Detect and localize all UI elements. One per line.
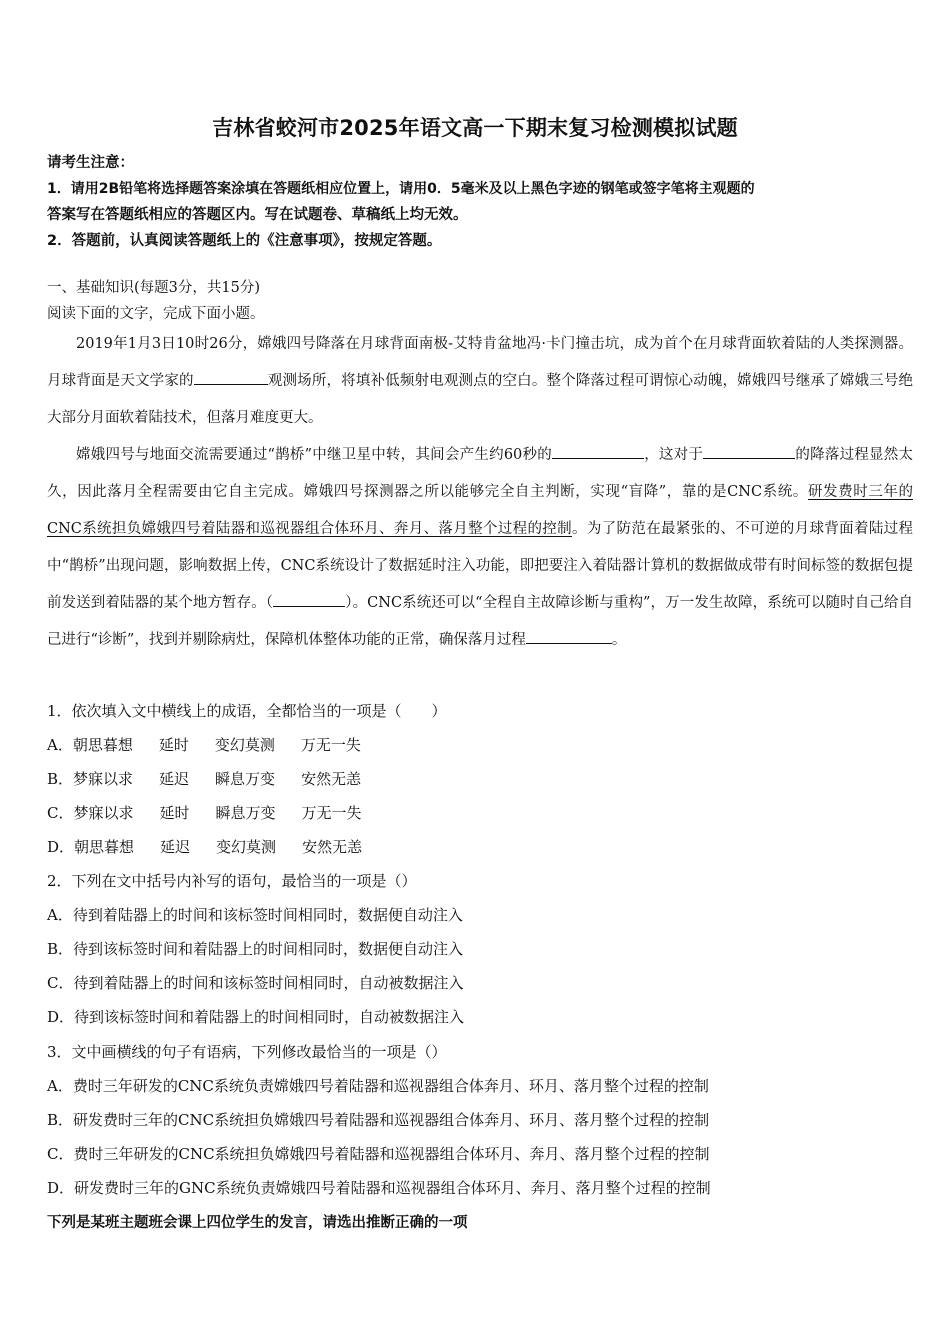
passage-text: 2019年1月3日10时26分，嫦娥四号降落在月球背面南极-艾特肯盆地冯·卡门撞击坑，成为首个在月球背面软着陆的人类探测器。月球背面是天文学家的 bbox=[47, 336, 913, 389]
underlined-sentence: 研发费时三年的CNC系统担负嫦娥四号着陆器和巡视器组合体环月、奔月、落月整个过程的控制 bbox=[47, 484, 914, 537]
question-3-option-b[interactable]: B．研发费时三年的CNC系统担负嫦娥四号着陆器和巡视器组合体奔月、环月、落月整个过程的控制 bbox=[47, 1111, 710, 1129]
option-term: D．朝思暮想 bbox=[47, 838, 135, 856]
question-2-option-d[interactable]: D．待到该标签时间和着陆器上的时间相同时，自动被数据注入 bbox=[47, 1008, 465, 1026]
option-term: B．梦寐以求 bbox=[47, 770, 134, 788]
passage-text: 。 bbox=[611, 632, 627, 648]
option-term: 瞬息万变 bbox=[215, 804, 276, 822]
option-term: 安然无恙 bbox=[302, 838, 363, 856]
passage-text: 嫦娥四号与地面交流需要通过“鹊桥”中继卫星中转，其间会产生约60秒的 bbox=[76, 447, 552, 463]
page-title: 吉林省蛟河市2025年语文高一下期末复习检测模拟试题 bbox=[212, 116, 738, 140]
section-instruction: 阅读下面的文字，完成下面小题。 bbox=[47, 306, 265, 322]
question-2-option-b[interactable]: B．待到该标签时间和着陆器上的时间相同时，数据便自动注入 bbox=[47, 940, 464, 958]
passage-text: 的降落过程显然太久，因此落月全程需要由它自主完成。嫦娥四号探测器之所以能够完全自主判断，实现“盲降”，靠的是CNC系统。 bbox=[47, 447, 914, 500]
fill-blank bbox=[552, 444, 644, 459]
passage-paragraph-2 bbox=[47, 437, 913, 659]
fill-blank bbox=[194, 370, 268, 385]
notice-item-2: 2．答题前，认真阅读答题纸上的《注意事项》，按规定答题。 bbox=[47, 233, 442, 249]
section-heading: 一、基础知识(每题3分，共15分) bbox=[47, 280, 260, 296]
fill-blank bbox=[273, 592, 345, 607]
question-1-option-c[interactable] bbox=[47, 802, 388, 823]
question-3-option-d[interactable]: D．研发费时三年的GNC系统负责嫦娥四号着陆器和巡视器组合体环月、奔月、落月整个过程的控制 bbox=[47, 1179, 711, 1197]
question-1-stem: 1．依次填入文中横线上的成语，全都恰当的一项是（ ） bbox=[47, 702, 447, 720]
fill-blank bbox=[526, 629, 612, 644]
option-term: 延时 bbox=[158, 736, 189, 754]
passage-text: ，这对于 bbox=[643, 447, 704, 463]
option-term: 延时 bbox=[159, 804, 190, 822]
question-1-option-d[interactable] bbox=[47, 836, 388, 857]
question-3-option-c[interactable]: C．费时三年研发的CNC系统担负嫦娥四号着陆器和巡视器组合体环月、奔月、落月整个过程的控制 bbox=[47, 1145, 710, 1163]
question-3-stem: 3．文中画横线的句子有语病，下列修改最恰当的一项是（） bbox=[47, 1043, 447, 1061]
option-term: 变幻莫测 bbox=[216, 838, 277, 856]
passage-text: ）。CNC系统还可以“全程自主故障诊断与重构”，万一发生故障，系统可以随时自己给自己进行“诊断”，找到并剔除病灶，保障机体整体功能的正常，确保落月过程 bbox=[47, 595, 914, 648]
question-2-option-c[interactable]: C．待到着陆器上的时间和该标签时间相同时，自动被数据注入 bbox=[47, 974, 464, 992]
option-term: 安然无恙 bbox=[301, 770, 362, 788]
option-term: 瞬息万变 bbox=[215, 770, 276, 788]
question-2-stem: 2．下列在文中括号内补写的语句，最恰当的一项是（） bbox=[47, 872, 417, 890]
option-term: C．梦寐以求 bbox=[47, 804, 134, 822]
notice-item-1a: 1．请用2B铅笔将选择题答案涂填在答题纸相应位置上，请用0．5毫米及以上黑色字迹的钢笔或签字笔将主观题的 bbox=[47, 181, 755, 197]
option-term: 延迟 bbox=[159, 770, 190, 788]
fill-blank bbox=[703, 444, 795, 459]
question-1-option-b[interactable] bbox=[47, 768, 387, 789]
next-question-prompt: 下列是某班主题班会课上四位学生的发言，请选出推断正确的一项 bbox=[47, 1215, 468, 1231]
question-1-option-a[interactable] bbox=[47, 734, 387, 755]
option-term: 万无一失 bbox=[300, 736, 361, 754]
option-term: 变幻莫测 bbox=[214, 736, 275, 754]
notice-heading: 请考生注意： bbox=[47, 155, 134, 171]
question-2-option-a[interactable]: A．待到着陆器上的时间和该标签时间相同时，数据便自动注入 bbox=[47, 906, 463, 924]
option-term: A．朝思暮想 bbox=[47, 736, 133, 754]
question-3-option-a[interactable]: A．费时三年研发的CNC系统负责嫦娥四号着陆器和巡视器组合体奔月、环月、落月整个过程的控制 bbox=[47, 1077, 709, 1095]
notice-item-1b: 答案写在答题纸相应的答题区内。写在试题卷、草稿纸上均无效。 bbox=[47, 207, 468, 223]
option-term: 延迟 bbox=[160, 838, 191, 856]
notice-block bbox=[47, 150, 917, 254]
passage-text: 观测场所，将填补低频射电观测点的空白。整个降落过程可谓惊心动魄，嫦娥四号继承了嫦娥三号绝大部分月面软着陆技术，但落月难度更大。 bbox=[47, 373, 914, 426]
reading-passage bbox=[47, 326, 913, 659]
passage-paragraph-1 bbox=[47, 326, 913, 437]
option-term: 万无一失 bbox=[301, 804, 362, 822]
passage-text: 。为了防范在最紧张的、不可逆的月球背面着陆过程中“鹊桥”出现问题，影响数据上传，CNC系统设计了数据延时注入功能，即把要注入着陆器计算机的数据做成带有时间标签的数据包提前发送到着陆器的某个地方暂存。（ bbox=[47, 521, 914, 611]
